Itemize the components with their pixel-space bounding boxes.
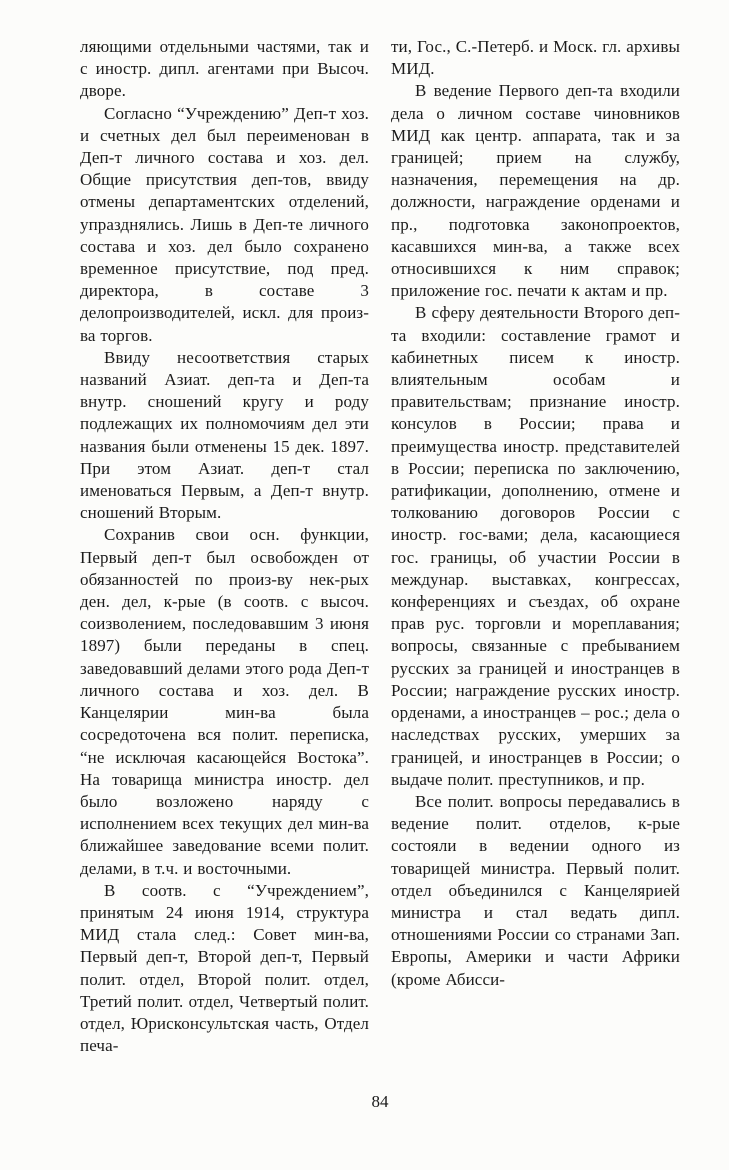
paragraph: Ввиду несоответствия старых названий Азиат. деп-та и Деп-та внутр. сношений кругу и роду подлежащих их полномочиям дел эти названия были отменены 15 дек. 1897. При этом Азиат. деп-т стал именоваться Первым, а Деп-т внутр. сношений Вторым.	[80, 347, 369, 523]
paragraph: В соотв. с “Учреждением”, принятым 24 июня 1914, структура МИД стала след.: Совет мин-ва, Первый деп-т, Второй деп-т, Первый полит. отдел, Второй полит. отдел, Третий полит. отдел, Четвертый полит. отдел, Юрисконсультская часть, Отдел печа-	[80, 880, 369, 1056]
paragraph: В ведение Первого деп-та входили дела о личном составе чиновников МИД как центр. аппарата, так и за границей; прием на службу, назначения, перемещения на др. должности, награждение орденами и пр., подготовка законопроектов, касавшихся мин-ва, а также всех относившихся к ним справок; приложение гос. печати к актам и пр.	[391, 81, 680, 301]
paragraph: ти, Гос., С.-Петерб. и Моск. гл. архивы МИД.	[391, 37, 680, 79]
paragraph: В сферу деятельности Второго деп-та входили: составление грамот и кабинетных писем к иностр. влиятельным особам и правительствам; признание иностр. консулов в России; права и преимущества иностр. представителей в России; переписка по заключению, ратификации, дополнению, отмене и толкованию договоров России с иностр. гос-вами; дела, касающиеся гос. границы, об участии России в междунар. выставках, конгрессах, конференциях и съездах, об охране прав рус. торговли и мореплавания; вопросы, связанные с пребыванием русских за границей и иностранцев в России; награждение русских иностр. орденами, а иностранцев – рос.; дела о наследствах русских, умерших за границей, и иностранцев в России; о выдаче полит. преступников, и пр.	[391, 303, 680, 789]
paragraph: ляющими отдельными частями, так и с иностр. дипл. агентами при Высоч. дворе.	[80, 37, 369, 101]
left-column	[80, 36, 369, 1057]
right-column	[391, 36, 680, 1057]
paragraph: Сохранив свои осн. функции, Первый деп-т был освобожден от обязанностей по произ-ву нек-рых ден. дел, к-рые (в соотв. с высоч. соизволением, последовавшим 3 июня 1897) были переданы в спец. заведовавший делами этого рода Деп-т личного состава и хоз. дел. В Канцелярии мин-ва была сосредоточена вся полит. переписка, “не исключая касающейся Востока”. На товарища министра иностр. дел было возложено наряду с исполнением всех текущих дел мин-ва ближайшее заведование всеми полит. делами, в т.ч. и восточными.	[80, 525, 369, 878]
paragraph: Согласно “Учреждению” Деп-т хоз. и счетных дел был переименован в Деп-т личного состава и хоз. дел. Общие присутствия деп-тов, ввиду отмены департаментских отделений, упразднялись. Лишь в Деп-те личного состава и хоз. дел было сохранено временное присутствие, под пред. директора, в составе 3 делопроизводителей, искл. для произ-ва торгов.	[80, 103, 369, 345]
page-number: 84	[371, 1092, 389, 1111]
text-columns	[80, 36, 680, 1057]
paragraph: Все полит. вопросы передавались в ведение полит. отделов, к-рые состояли в ведении одного из товарищей министра. Первый полит. отдел объединился с Канцелярией министра и стал ведать дипл. отношениями России со странами Зап. Европы, Америки и части Африки (кроме Абисси-	[391, 791, 680, 989]
